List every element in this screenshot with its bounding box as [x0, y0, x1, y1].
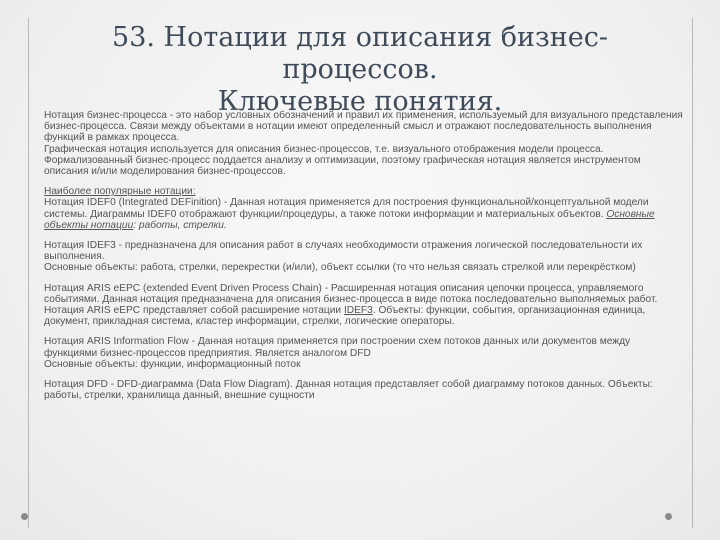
intro-paragraph-2: Графическая нотация используется для описания бизнес-процессов, т.е. визуального отображения модели процесса. Формализованный бизнес-процесс поддается анализу и оптимизации, поэтому графическая нотация является инструментом описания и/или моделирования бизнес-процессов. [44, 143, 641, 178]
aris-flow-objects: Основные объекты: функции, информационный поток [44, 358, 301, 370]
right-bullet-dot [665, 513, 672, 520]
aris-epc-paragraph: Нотация ARIS eEPC (extended Event Driven Process Chain) - Расширенная нотация описания цепочки процесса, управляемого событиями. Данная нотация предназначена для описания бизнес-процесса в виде потока последовательно выполняемых работ. Нотация ARIS eEPC представляет собой расширение нотации IDEF3. Объекты: функции, события, организационная единица, документ, прикладная система, кластер информации, стрелки, логические операторы. [44, 282, 658, 328]
title-line-1: 53. Нотации для описания бизнес-процессов. [112, 22, 608, 85]
right-frame-line [692, 18, 693, 528]
intro-paragraph-1: Нотация бизнес-процесса - это набор условных обозначений и правил их применения, используемый для визуального представления бизнес-процесса. Связи между объектами в нотации имеют определенный смысл и отражают последовательность выполнения функций в рамках процесса. [44, 110, 683, 144]
idef3-link[interactable]: IDEF3 [343, 305, 373, 317]
idef3-objects: Основные объекты: работа, стрелки, перекрестки (и/или), объект ссылки (то что нельзя связать стрелкой или перекрёстком) [44, 262, 636, 274]
left-bullet-dot [21, 513, 28, 520]
aris-flow-paragraph: Нотация ARIS Information Flow - Данная нотация применяется при построении схем потоков данных или документов между функциями бизнес-процессов предприятия. Является аналогом DFD [44, 336, 631, 359]
popular-heading: Наиболее популярные нотации: [44, 186, 196, 198]
idef3-paragraph: Нотация IDEF3 - предназначена для описания работ в случаях необходимости отражения логической последовательности их выполнения. [44, 240, 643, 263]
dfd-paragraph: Нотация DFD - DFD-диаграмма (Data Flow Diagram). Данная нотация представляет собой диаграмму потоков данных. Объекты: работы, стрелки, хранилища данный, внешние сущности [44, 379, 653, 402]
idef0-paragraph: Нотация IDEF0 (Integrated DEFinition) - Данная нотация применяется для построения функциональной/концептуальной модели системы. Диаграммы IDEF0 отображают функции/процедуры, а также потоки информации и материальных объектов. Основные объекты нотации: работы, стрелки. [44, 197, 655, 231]
slide-title [40, 22, 680, 118]
slide-body [44, 110, 684, 401]
left-frame-line [28, 18, 29, 528]
title-line-2: Ключевые понятия. [217, 86, 503, 117]
idef0-objects-label: Основные объекты нотации [44, 208, 655, 231]
